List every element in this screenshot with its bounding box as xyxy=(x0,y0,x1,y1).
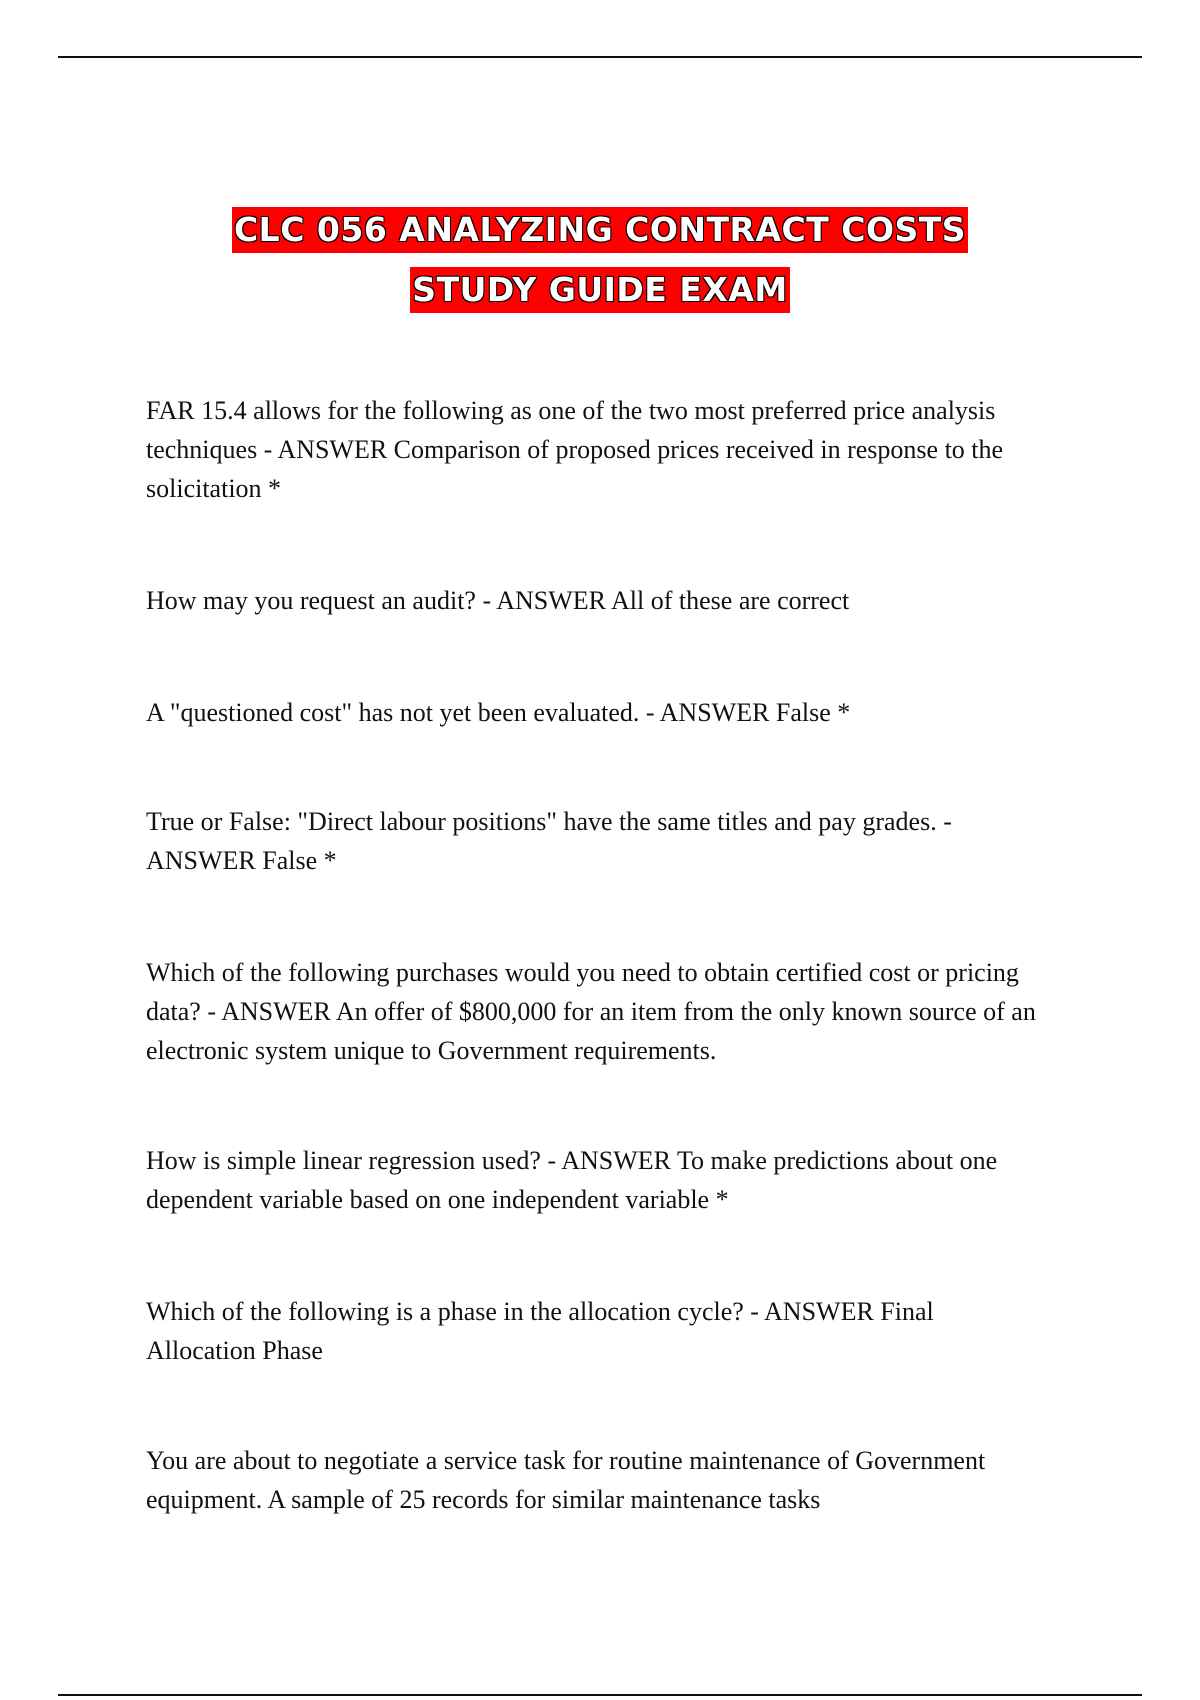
bottom-rule xyxy=(58,1694,1142,1696)
title-line-2: STUDY GUIDE EXAM xyxy=(0,260,1200,320)
qa-item-3: A "questioned cost" has not yet been evaluated. - ANSWER False * xyxy=(146,698,851,727)
qa-item-5: Which of the following purchases would you need to obtain certified cost or pricing data? - ANSWER An offer of $800,000 for an item from the only known source of an electronic system unique to Government requirements. xyxy=(146,958,1036,1065)
top-rule xyxy=(58,56,1142,58)
title-line-1: CLC 056 ANALYZING CONTRACT COSTS xyxy=(0,200,1200,260)
qa-item-4: True or False: "Direct labour positions" have the same titles and pay grades. - ANSWER False * xyxy=(146,807,952,875)
qa-item-6: How is simple linear regression used? - ANSWER To make predictions about one dependent variable based on one independent variable * xyxy=(146,1146,998,1214)
qa-item-1: FAR 15.4 allows for the following as one of the two most preferred price analysis techniques - ANSWER Comparison of proposed prices received in response to the solicitation * xyxy=(146,396,1004,503)
qa-item-8: You are about to negotiate a service task for routine maintenance of Government equipment. A sample of 25 records for similar maintenance tasks xyxy=(146,1446,986,1514)
document-title xyxy=(0,200,1200,320)
qa-item-7: Which of the following is a phase in the allocation cycle? - ANSWER Final Allocation Phase xyxy=(146,1297,934,1365)
qa-item-2: How may you request an audit? - ANSWER All of these are correct xyxy=(146,586,850,615)
